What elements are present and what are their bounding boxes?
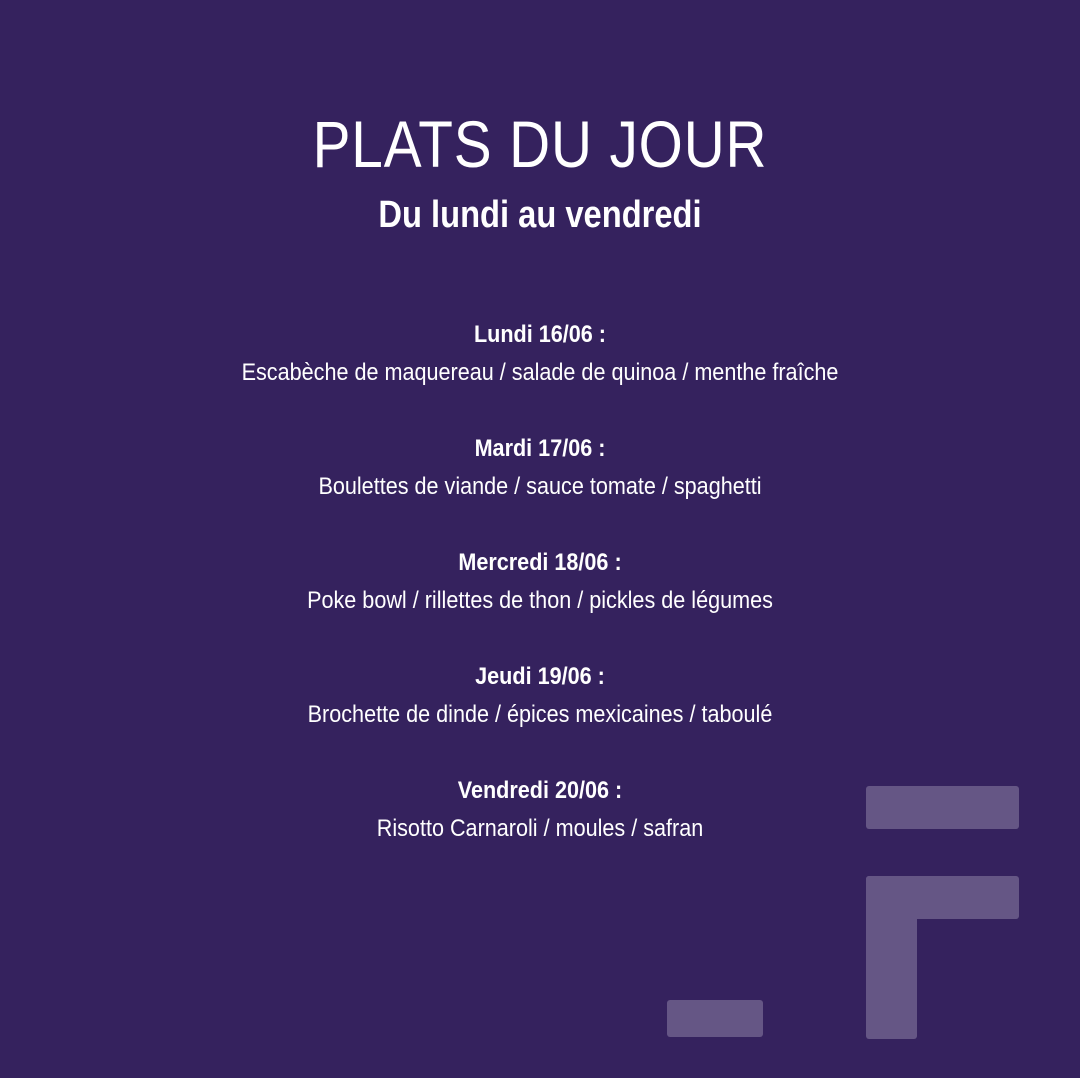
menu-day-monday: [0, 316, 1080, 430]
day-label: Mardi 17/06 :: [474, 435, 606, 462]
day-label: Mercredi 18/06 :: [458, 549, 622, 576]
day-dish: Poke bowl / rillettes de thon / pickles de légumes: [307, 587, 773, 614]
logo-bar-stem: [866, 876, 917, 1039]
day-dish: Brochette de dinde / épices mexicaines / taboulé: [307, 701, 773, 728]
menu-day-thursday: [0, 658, 1080, 772]
menu-day-wednesday: [0, 544, 1080, 658]
logo-bar-dot: [667, 1000, 763, 1037]
logo-bar-top: [866, 786, 1019, 829]
day-dish: Escabèche de maquereau / salade de quinoa / menthe fraîche: [241, 359, 839, 386]
page-title: PLATS DU JOUR: [312, 107, 768, 181]
day-label: Vendredi 20/06 :: [457, 777, 623, 804]
menu-day-tuesday: [0, 430, 1080, 544]
day-dish: Boulettes de viande / sauce tomate / spaghetti: [318, 473, 762, 500]
page-subtitle: Du lundi au vendredi: [378, 194, 702, 236]
day-label: Jeudi 19/06 :: [475, 663, 605, 690]
day-dish: Risotto Carnaroli / moules / safran: [376, 815, 704, 842]
day-label: Lundi 16/06 :: [473, 321, 607, 348]
